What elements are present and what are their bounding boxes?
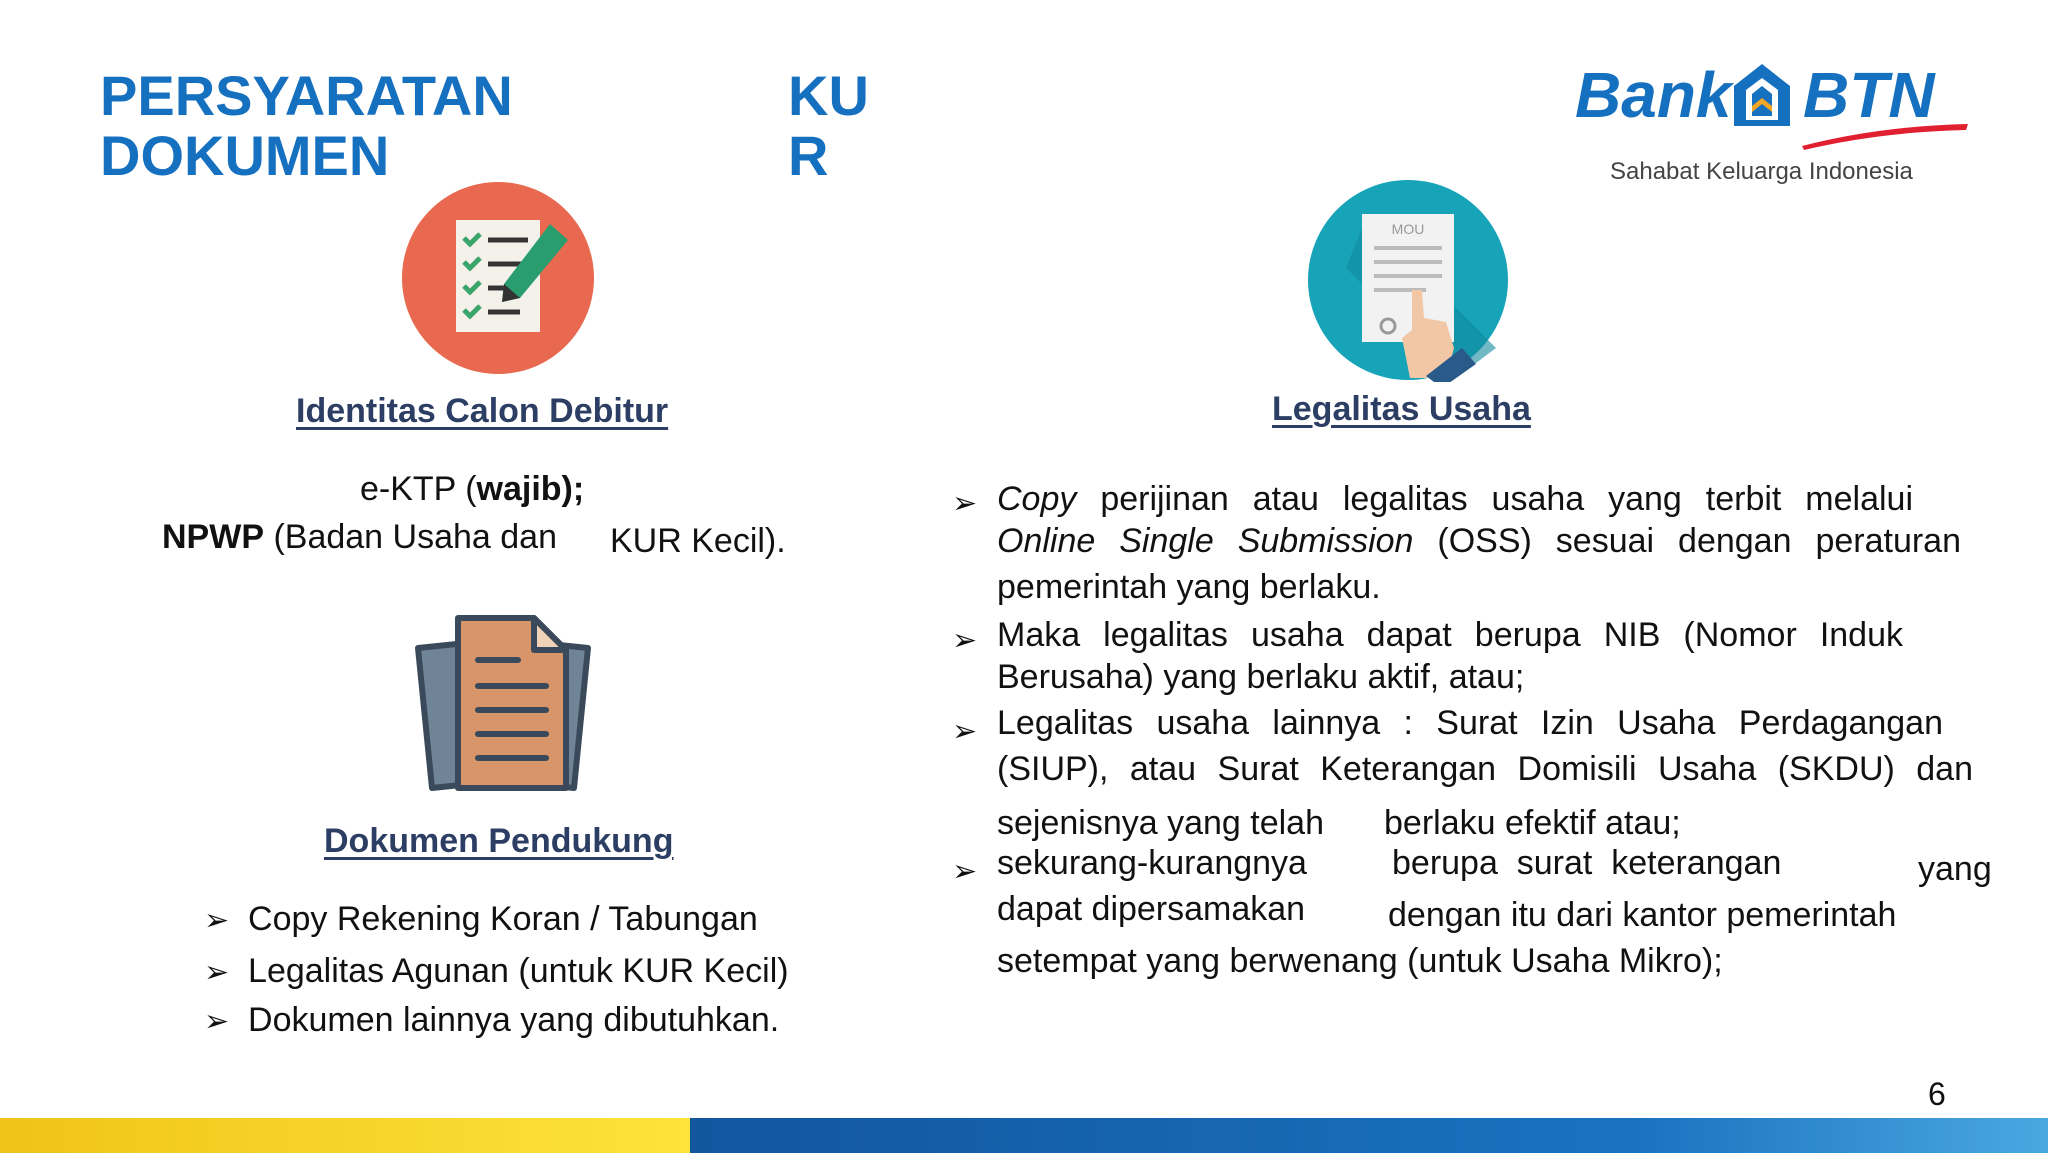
legal-bullet-4-line2a: dapat dipersamakan xyxy=(997,890,1306,928)
ektp-prefix: e-KTP ( xyxy=(360,470,477,508)
legal-bullet-4-line2b: dengan itu dari kantor pemerintah xyxy=(1388,896,1897,934)
legal-bullet-1-line1 xyxy=(997,478,1913,520)
oss-italic: Online Single Submission xyxy=(997,522,1414,560)
bullet-arrow-icon: ➢ xyxy=(204,904,230,937)
title-line2-right: R xyxy=(788,124,829,187)
bullet-arrow-icon: ➢ xyxy=(952,487,978,520)
bullet-arrow-icon: ➢ xyxy=(204,1005,230,1038)
ektp-line xyxy=(360,468,584,510)
bullet-arrow-icon: ➢ xyxy=(952,624,978,657)
legal-bullet-3-line2: (SIUP), atau Surat Keterangan Domisili Usaha (SKDU) dan xyxy=(997,750,1973,788)
legal-bullet-4-line1a: sekurang-kurangnya xyxy=(997,844,1307,882)
legal-bullet-2-line1: Maka legalitas usaha dapat berupa NIB (Nomor Induk xyxy=(997,616,1903,654)
legal-bullet-2-line2: Berusaha) yang berlaku aktif, atau; xyxy=(997,658,1525,696)
legal-text: perijinan atau legalitas usaha yang terbit melalui xyxy=(1100,480,1913,518)
legal-bullet-4-line1b: berupa surat keterangan xyxy=(1392,844,1782,882)
bank-btn-logo xyxy=(1565,50,1965,200)
ektp-wajib: wajib); xyxy=(476,470,585,508)
mou-contract-icon xyxy=(1306,178,1510,382)
support-heading: Dokumen Pendukung xyxy=(324,822,674,860)
support-item-3: Dokumen lainnya yang dibutuhkan. xyxy=(248,1001,780,1039)
identity-heading: Identitas Calon Debitur xyxy=(296,392,669,430)
page-number: 6 xyxy=(1928,1076,1946,1112)
mou-label: MOU xyxy=(1391,221,1425,237)
logo-swoosh-icon xyxy=(1800,120,1970,150)
support-item-1: Copy Rekening Koran / Tabungan xyxy=(248,900,758,938)
checklist-icon xyxy=(400,180,596,376)
npwp-tail: KUR Kecil). xyxy=(610,522,786,560)
legal-bullet-1-line2 xyxy=(997,520,1961,562)
logo-tagline: Sahabat Keluarga Indonesia xyxy=(1610,158,1913,185)
bullet-arrow-icon: ➢ xyxy=(204,956,230,989)
legal-bullet-3-line3b: berlaku efektif atau; xyxy=(1384,804,1681,842)
support-item-2: Legalitas Agunan (untuk KUR Kecil) xyxy=(248,952,789,990)
title-line2-left: DOKUMEN xyxy=(100,124,390,187)
list-item xyxy=(204,898,758,942)
npwp-text: (Badan Usaha dan xyxy=(264,518,557,556)
legal-bullet-3-line1: Legalitas usaha lainnya : Surat Izin Usaha Perdagangan xyxy=(997,704,1943,742)
footer-bar-yellow xyxy=(0,1118,690,1153)
npwp-label: NPWP xyxy=(162,518,264,556)
copy-italic: Copy xyxy=(997,480,1077,518)
legal-bullet-1-line3: pemerintah yang berlaku. xyxy=(997,568,1381,606)
legal-bullet-4-line1c: yang xyxy=(1918,850,1992,888)
documents-icon xyxy=(410,612,596,798)
legal-bullet-4-line3: setempat yang berwenang (untuk Usaha Mikro); xyxy=(997,942,1723,980)
logo-bank-text: Bank xyxy=(1575,59,1732,131)
house-logo-icon xyxy=(1730,60,1794,132)
list-item xyxy=(204,999,779,1043)
list-item xyxy=(204,950,789,994)
bullet-arrow-icon: ➢ xyxy=(952,715,978,748)
legal-text: (OSS) sesuai dengan peraturan xyxy=(1437,522,1961,560)
npwp-line xyxy=(162,516,557,558)
legal-heading: Legalitas Usaha xyxy=(1272,390,1531,428)
legal-bullet-3-line3a: sejenisnya yang telah xyxy=(997,804,1325,842)
bullet-arrow-icon: ➢ xyxy=(952,855,978,888)
title-line1-left: PERSYARATAN xyxy=(100,64,513,127)
footer-bar-blue xyxy=(690,1118,2048,1153)
title-line1-right: KU xyxy=(788,64,869,127)
logo-btn-text: BTN xyxy=(1803,59,1935,131)
